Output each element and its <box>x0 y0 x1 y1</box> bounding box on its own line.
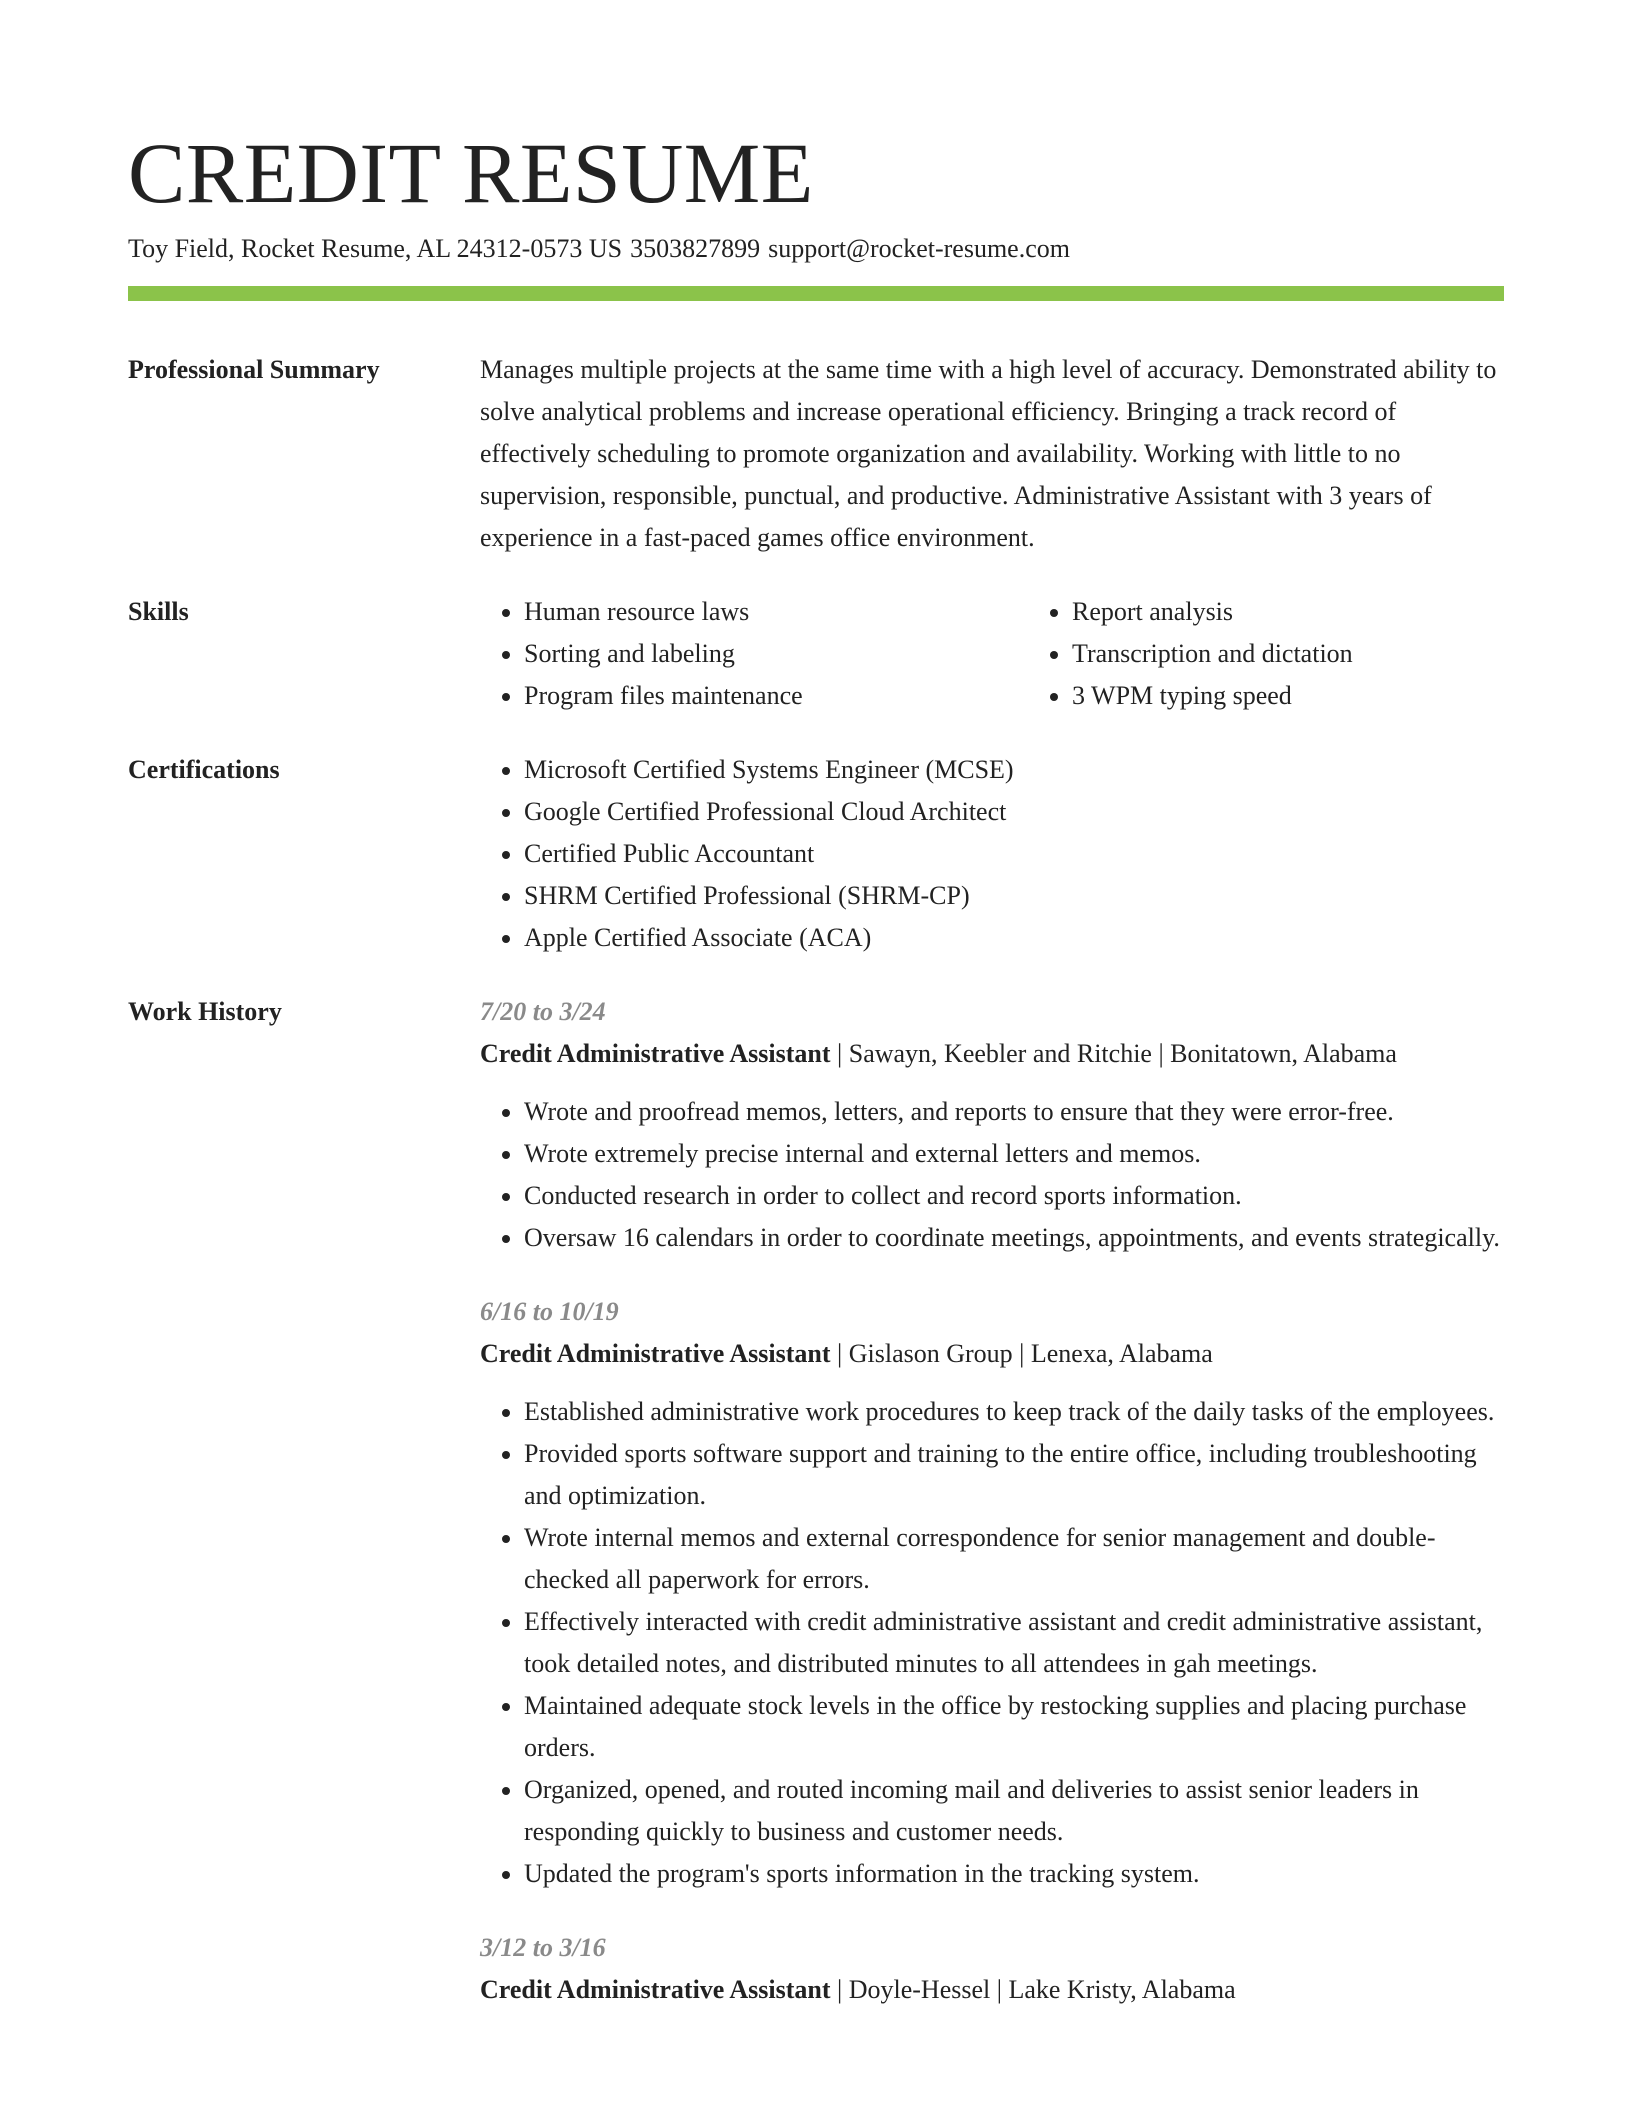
header-divider <box>128 286 1504 301</box>
certification-item: • Apple Certified Associate (ACA) <box>524 917 1504 959</box>
job-title: Credit Administrative Assistant <box>480 1975 831 2004</box>
job-title-line <box>480 1333 1504 1375</box>
job-bullets <box>480 1391 1504 1895</box>
resume-title: CREDIT RESUME <box>128 125 814 221</box>
job-bullet: • Conducted research in order to collect and record sports information. <box>524 1175 1504 1217</box>
job-bullet: • Wrote extremely precise internal and external letters and memos. <box>524 1133 1504 1175</box>
skill-item: • Report analysis <box>1072 591 1576 633</box>
contact-phone: 3503827899 <box>630 234 761 263</box>
summary-text: Manages multiple projects at the same time with a high level of accuracy. Demonstrated ability to solve analytical problems and increase operational efficiency. Bringing a track record of effectively scheduling to promote organization and availability. Working with little to no supervision, responsible, punctual, and productive. Administrative Assistant with 3 years of experience in a fast-paced games office environment. <box>480 355 1497 552</box>
job-bullet: • Organized, opened, and routed incoming mail and deliveries to assist senior leaders in responding quickly to business and customer needs. <box>524 1769 1504 1853</box>
job-title-line <box>480 1033 1504 1075</box>
job-bullet: • Provided sports software support and training to the entire office, including troubleshooting and optimization. <box>524 1433 1504 1517</box>
summary-label: Professional Summary <box>128 355 380 384</box>
skill-item: • 3 WPM typing speed <box>1072 675 1576 717</box>
job-dates: 7/20 to 3/24 <box>480 997 606 1026</box>
job-bullet: • Oversaw 16 calendars in order to coordinate meetings, appointments, and events strategically. <box>524 1217 1504 1259</box>
job-bullet: • Effectively interacted with credit administrative assistant and credit administrative assistant, took detailed notes, and distributed minutes to all attendees in gah meetings. <box>524 1601 1504 1685</box>
certifications-body <box>480 749 1504 959</box>
job-bullet: • Wrote internal memos and external correspondence for senior management and double-checked all paperwork for errors. <box>524 1517 1504 1601</box>
job-entry <box>480 1927 1504 2011</box>
job-dates: 6/16 to 10/19 <box>480 1297 619 1326</box>
skills-body <box>480 591 1576 717</box>
job-dates: 3/12 to 3/16 <box>480 1933 606 1962</box>
skill-item: • Sorting and labeling <box>524 633 1028 675</box>
skills-list-left <box>480 591 1028 717</box>
work-history-body <box>480 991 1504 2027</box>
certification-item: • Google Certified Professional Cloud Architect <box>524 791 1504 833</box>
job-details: | Doyle-Hessel | Lake Kristy, Alabama <box>830 1975 1236 2004</box>
skill-item: • Transcription and dictation <box>1072 633 1576 675</box>
certification-item: • Certified Public Accountant <box>524 833 1504 875</box>
summary-body <box>480 349 1504 559</box>
skills-list-right <box>1028 591 1576 717</box>
contact-email: support@rocket-resume.com <box>768 234 1070 263</box>
contact-address: Toy Field, Rocket Resume, AL 24312-0573 US <box>128 234 623 263</box>
job-title: Credit Administrative Assistant <box>480 1039 831 1068</box>
job-title-line <box>480 1969 1504 2011</box>
contact-line <box>128 230 1070 268</box>
job-details: | Gislason Group | Lenexa, Alabama <box>830 1339 1213 1368</box>
job-details: | Sawayn, Keebler and Ritchie | Bonitatown, Alabama <box>830 1039 1397 1068</box>
job-entry <box>480 1291 1504 1895</box>
skills-label: Skills <box>128 597 189 626</box>
certification-item: • SHRM Certified Professional (SHRM-CP) <box>524 875 1504 917</box>
work-history-section <box>128 991 1504 2027</box>
certification-item: • Microsoft Certified Systems Engineer (MCSE) <box>524 749 1504 791</box>
certifications-label: Certifications <box>128 755 280 784</box>
resume-sections <box>128 349 1504 2059</box>
certifications-list <box>480 749 1504 959</box>
job-bullet: • Updated the program's sports information in the tracking system. <box>524 1853 1504 1895</box>
job-entry <box>480 991 1504 1259</box>
skills-section <box>128 591 1504 717</box>
skill-item: • Program files maintenance <box>524 675 1028 717</box>
job-title: Credit Administrative Assistant <box>480 1339 831 1368</box>
certifications-section <box>128 749 1504 959</box>
job-bullet: • Maintained adequate stock levels in the office by restocking supplies and placing purchase orders. <box>524 1685 1504 1769</box>
summary-section <box>128 349 1504 559</box>
job-bullets <box>480 1091 1504 1259</box>
skill-item: • Human resource laws <box>524 591 1028 633</box>
work-history-label: Work History <box>128 997 282 1026</box>
job-bullet: • Wrote and proofread memos, letters, and reports to ensure that they were error-free. <box>524 1091 1504 1133</box>
job-bullet: • Established administrative work procedures to keep track of the daily tasks of the employees. <box>524 1391 1504 1433</box>
